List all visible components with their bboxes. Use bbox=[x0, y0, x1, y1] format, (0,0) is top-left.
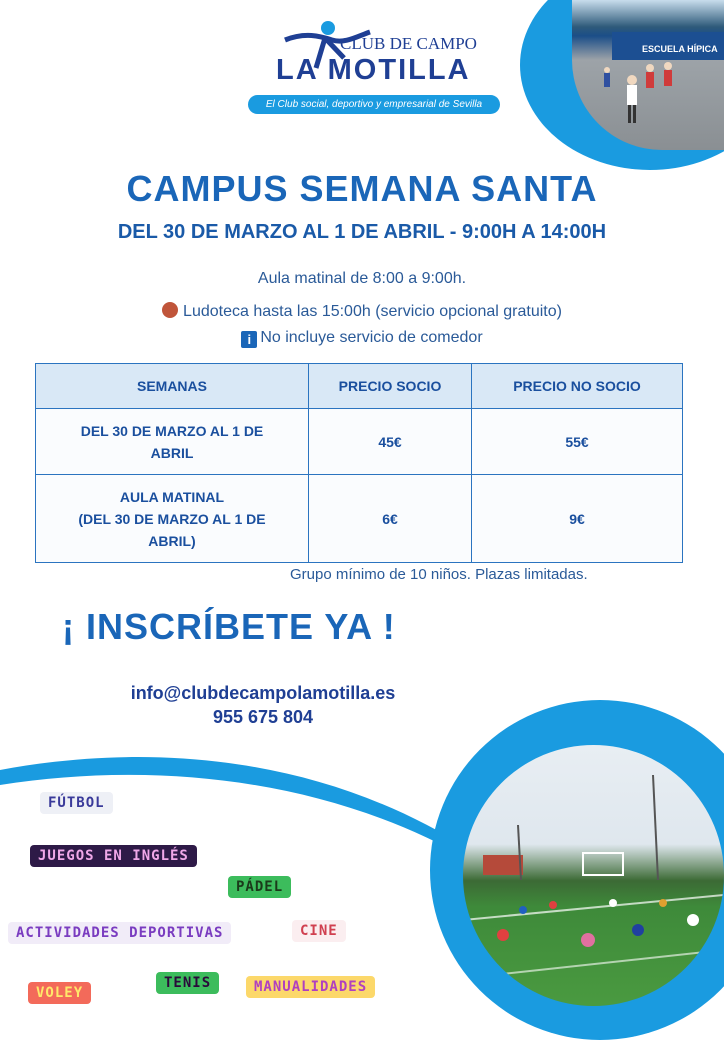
activity-tag-juegos-en-ingles: JUEGOS EN INGLÉS bbox=[30, 845, 197, 867]
cell-precio-socio: 6€ bbox=[309, 475, 472, 563]
cell-precio-socio: 45€ bbox=[309, 409, 472, 475]
cell-precio-no-socio: 55€ bbox=[472, 409, 683, 475]
logo-la-motilla: LA MOTILLA bbox=[276, 54, 471, 86]
cell-semana-line1: AULA MATINAL bbox=[119, 488, 225, 505]
date-subtitle: DEL 30 DE MARZO AL 1 DE ABRIL - 9:00H A 14:00H bbox=[117, 221, 607, 243]
header-precio-no-socio: PRECIO NO SOCIO bbox=[472, 364, 683, 409]
info-comedor-line bbox=[0, 329, 724, 348]
min-group-note: Grupo mínimo de 10 niños. Plazas limitadas. bbox=[290, 566, 588, 583]
price-table bbox=[35, 363, 683, 563]
logo-club-de-campo: CLUB DE CAMPO bbox=[340, 34, 477, 53]
photo-children-football-field bbox=[463, 745, 724, 1006]
activity-tag-voley: VOLEY bbox=[28, 982, 91, 1004]
cell-semana-text: DEL 30 DE MARZO AL 1 DE ABRIL bbox=[80, 422, 264, 461]
info-ludoteca: Ludoteca hasta las 15:00h (servicio opcional gratuito) bbox=[183, 303, 562, 320]
call-to-action: ¡ INSCRÍBETE YA ! bbox=[62, 606, 396, 647]
cell-semana-line2: (DEL 30 DE MARZO AL 1 DE ABRIL) bbox=[78, 510, 266, 549]
cell-precio-no-socio: 9€ bbox=[472, 475, 683, 563]
table-header-row bbox=[36, 364, 683, 409]
table-row bbox=[36, 475, 683, 563]
header-precio-socio: PRECIO SOCIO bbox=[309, 364, 472, 409]
cell-semana bbox=[36, 475, 309, 563]
cell-semana bbox=[36, 409, 309, 475]
info-comedor: No incluye servicio de comedor bbox=[260, 329, 483, 346]
header-semanas: SEMANAS bbox=[36, 364, 309, 409]
activity-tag-tenis: TENIS bbox=[156, 972, 219, 994]
info-aula-matinal: Aula matinal de 8:00 a 9:00h. bbox=[257, 270, 467, 287]
logo-tagline: El Club social, deportivo y empresarial de Sevilla bbox=[248, 95, 500, 114]
information-icon: i bbox=[241, 331, 257, 348]
teddy-bear-icon bbox=[162, 302, 178, 318]
page-title: CAMPUS SEMANA SANTA bbox=[126, 168, 598, 209]
activity-tag-futbol: FÚTBOL bbox=[40, 792, 113, 814]
photo-sign-text: ESCUELA HÍPICA bbox=[642, 44, 718, 54]
info-ludoteca-line bbox=[0, 302, 724, 321]
contact-phone[interactable]: 955 675 804 bbox=[212, 707, 314, 727]
contact-email[interactable]: info@clubdecampolamotilla.es bbox=[130, 683, 396, 703]
activity-tag-padel: PÁDEL bbox=[228, 876, 291, 898]
activity-tag-manualidades: MANUALIDADES bbox=[246, 976, 375, 998]
table-row bbox=[36, 409, 683, 475]
activity-tag-actividades-deportivas: ACTIVIDADES DEPORTIVAS bbox=[8, 922, 231, 944]
activity-tag-cine: CINE bbox=[292, 920, 346, 942]
